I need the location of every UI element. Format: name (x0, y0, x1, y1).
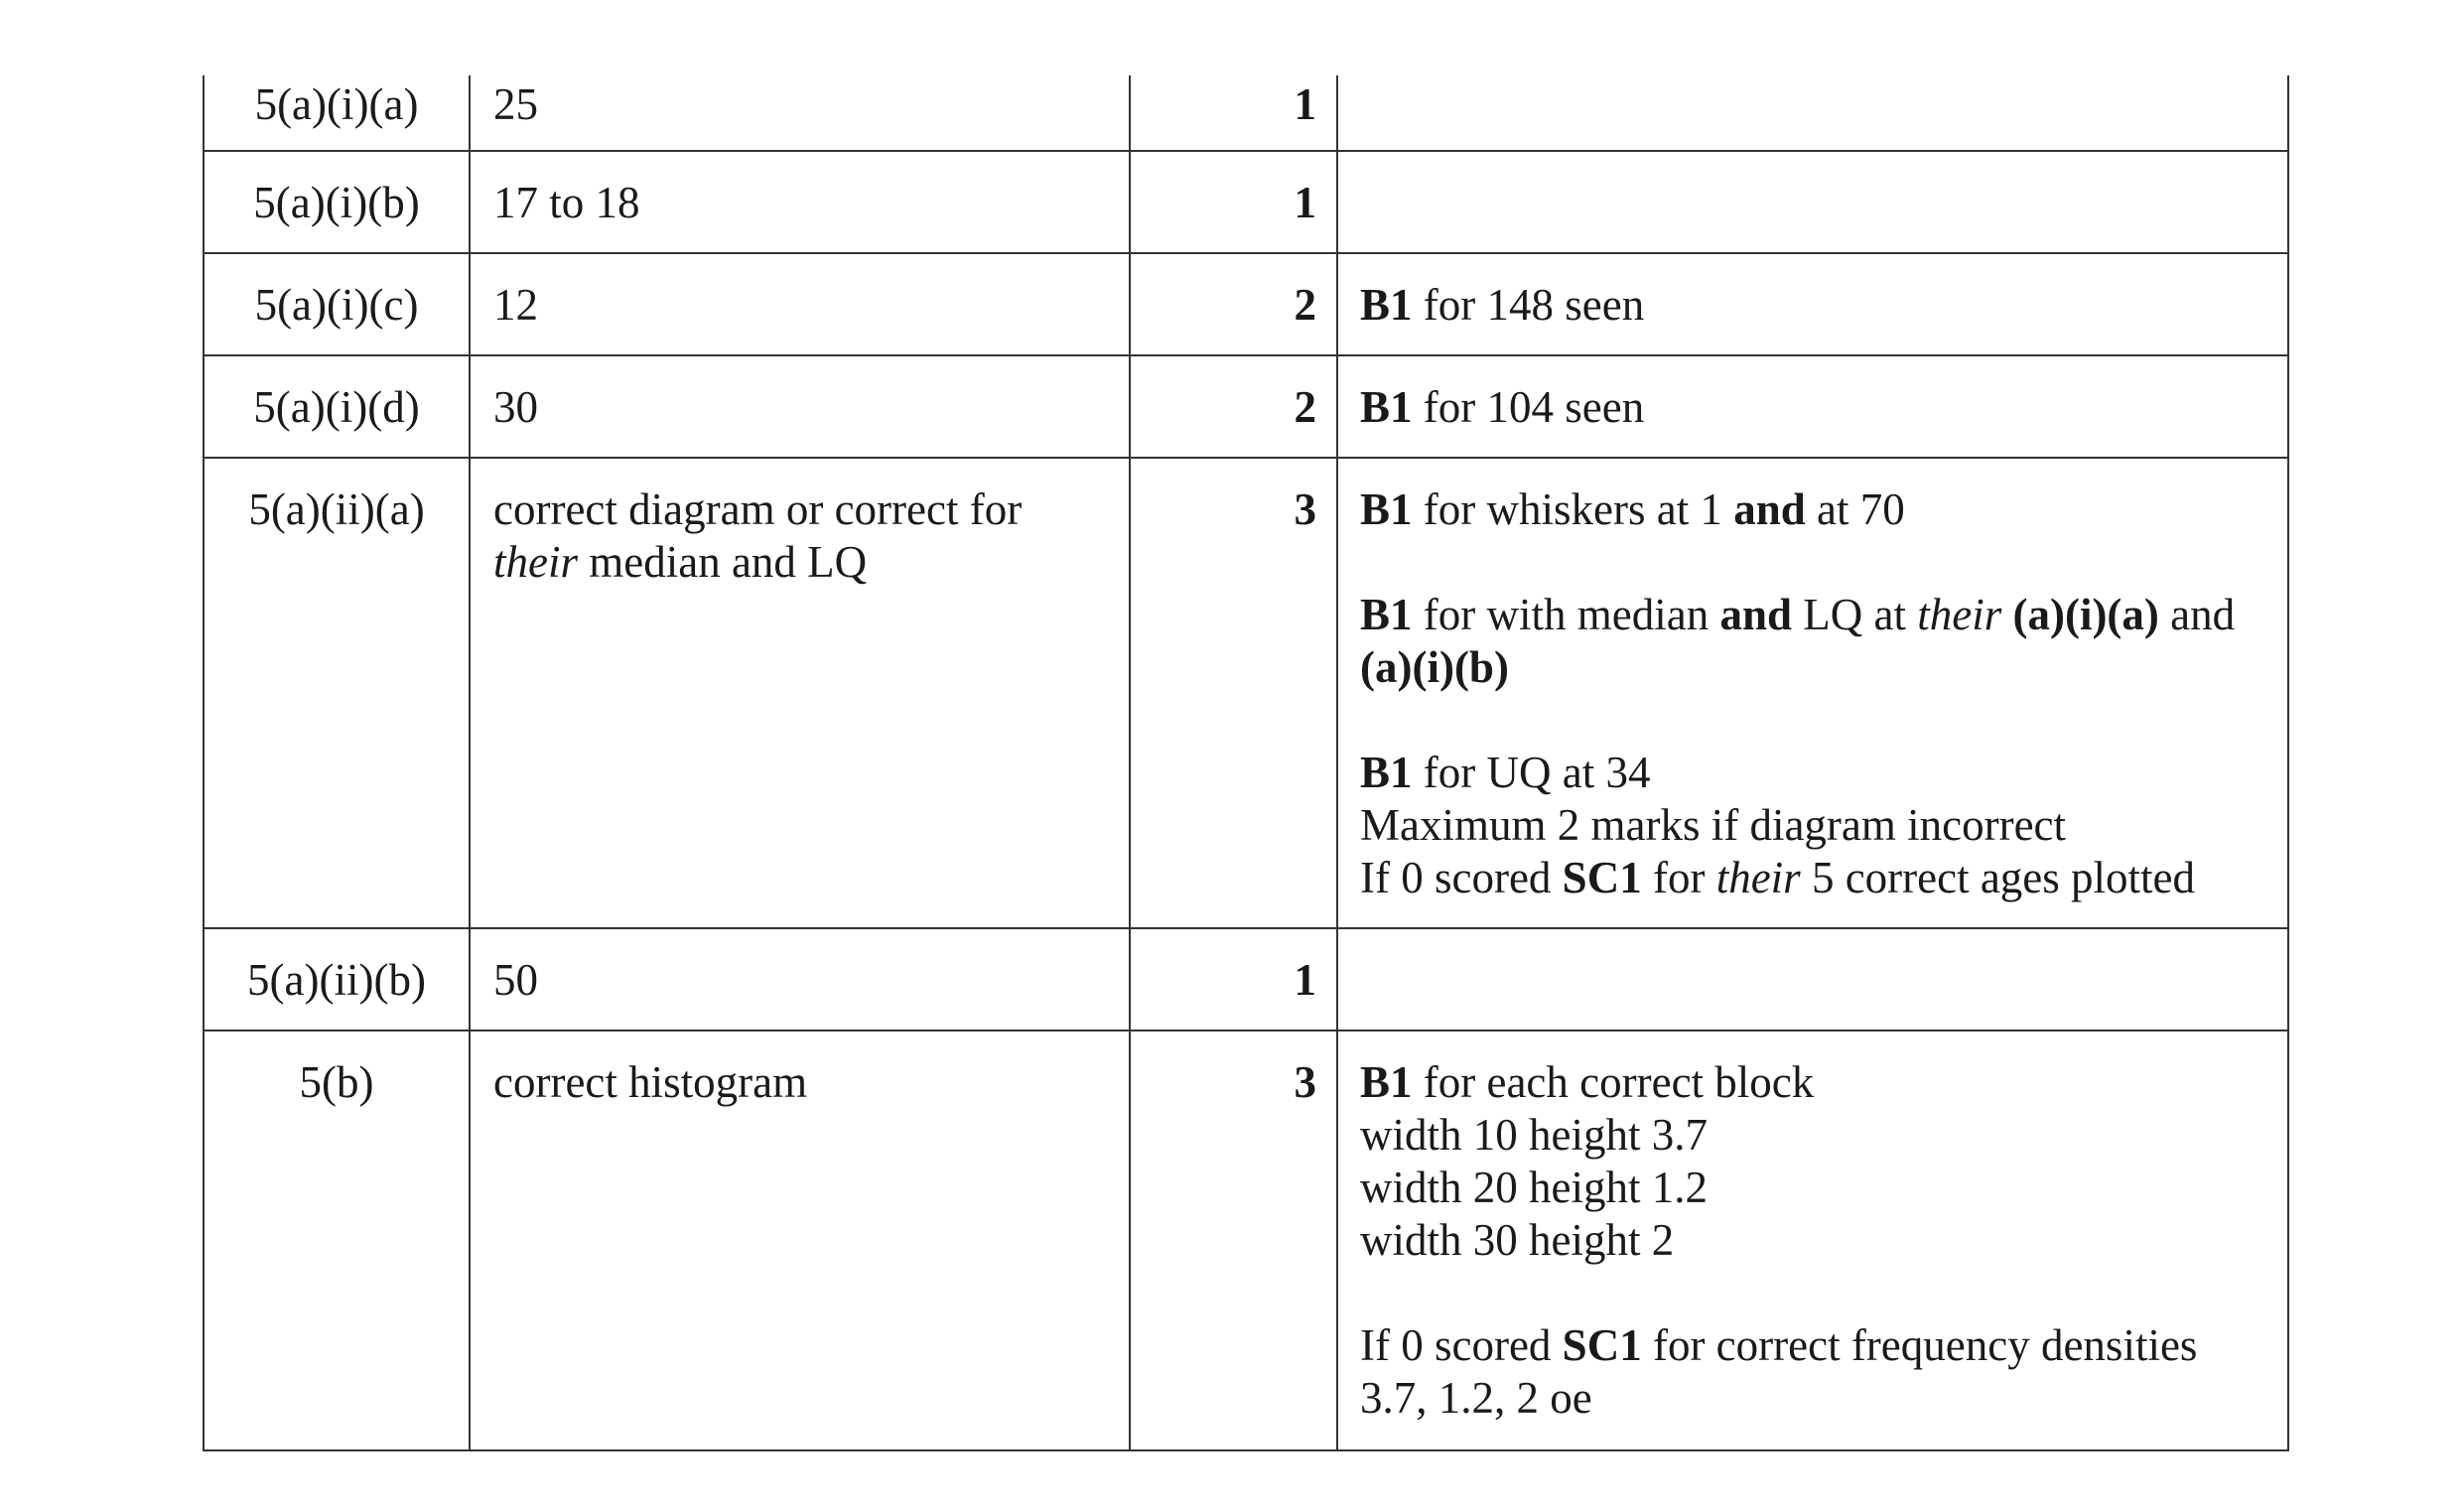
guidance-line: Maximum 2 marks if diagram incorrect (1360, 800, 2067, 850)
question-cell: 5(b) (204, 1031, 470, 1450)
guidance-cell (1337, 151, 2288, 253)
answer-cell: 30 (470, 355, 1130, 458)
guidance-line: width 20 height 1.2 (1360, 1163, 1708, 1212)
guidance-cell (1337, 355, 2288, 458)
guidance-cell (1337, 1031, 2288, 1450)
marks-cell: 1 (1130, 151, 1337, 253)
marks-cell: 2 (1130, 355, 1337, 458)
question-cell: 5(a)(ii)(b) (204, 928, 470, 1031)
guidance-cell (1337, 253, 2288, 355)
table-row (204, 355, 2288, 458)
question-cell: 5(a)(i)(c) (204, 253, 470, 355)
answer-cell: 25 (470, 75, 1130, 151)
question-cell: 5(a)(ii)(a) (204, 458, 470, 928)
answer-cell: 17 to 18 (470, 151, 1130, 253)
answer-cell: 50 (470, 928, 1130, 1031)
answer-line: their median and LQ (493, 537, 868, 587)
table-row (204, 151, 2288, 253)
table-row (204, 458, 2288, 928)
guidance-line: 3.7, 1.2, 2 oe (1360, 1373, 1592, 1423)
question-cell: 5(a)(i)(b) (204, 151, 470, 253)
marks-cell: 3 (1130, 1031, 1337, 1450)
guidance-line: width 30 height 2 (1360, 1215, 1675, 1265)
guidance-line: B1 for UQ at 34 (1360, 748, 1651, 797)
table-row (204, 928, 2288, 1031)
marks-cell: 1 (1130, 75, 1337, 151)
guidance-line: B1 for 148 seen (1360, 280, 1645, 330)
guidance-line: B1 for 104 seen (1360, 382, 1645, 432)
table-row (204, 253, 2288, 355)
marks-cell: 2 (1130, 253, 1337, 355)
answer-cell (470, 458, 1130, 928)
guidance-line: width 10 height 3.7 (1360, 1110, 1708, 1160)
guidance-line: B1 for each correct block (1360, 1057, 1815, 1107)
guidance-cell (1337, 75, 2288, 151)
mark-scheme-table (203, 75, 2289, 1451)
answer-line: correct diagram or correct for (493, 484, 1023, 534)
guidance-line: B1 for whiskers at 1 and at 70 (1360, 484, 1905, 534)
question-cell: 5(a)(i)(d) (204, 355, 470, 458)
question-cell: 5(a)(i)(a) (204, 75, 470, 151)
table-row (204, 1031, 2288, 1450)
guidance-cell (1337, 458, 2288, 928)
guidance-line: (a)(i)(b) (1360, 642, 1509, 692)
answer-cell: correct histogram (470, 1031, 1130, 1450)
guidance-line: If 0 scored SC1 for their 5 correct ages plotted (1360, 853, 2196, 902)
guidance-cell (1337, 928, 2288, 1031)
table-row (204, 75, 2288, 151)
marks-cell: 3 (1130, 458, 1337, 928)
guidance-line: B1 for with median and LQ at their (a)(i)(a) and (1360, 590, 2236, 639)
guidance-line: If 0 scored SC1 for correct frequency densities (1360, 1320, 2198, 1370)
answer-cell: 12 (470, 253, 1130, 355)
marks-cell: 1 (1130, 928, 1337, 1031)
